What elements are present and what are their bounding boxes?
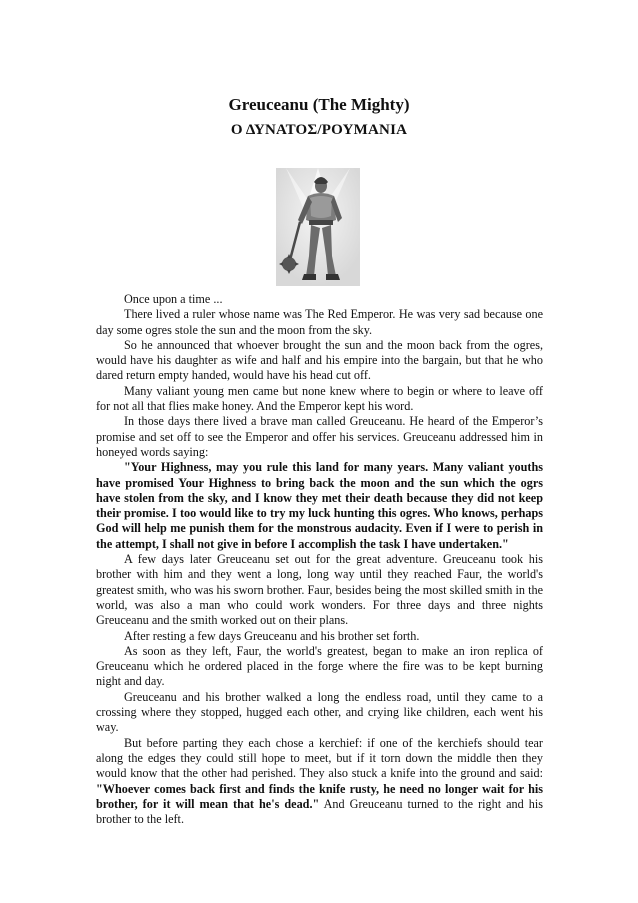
paragraph: Many valiant young men came but none knew where to begin or where to leave off for not all that flies make honey. And the Emperor kept his word. [96, 383, 543, 414]
paragraph-text: But before parting they each chose a kerchief: if one of the kerchiefs should tear along the edges they could still hope to meet, but if it torn down the middle then they would know that the other had perished. They also stuck a knife into the ground and said: [96, 735, 543, 781]
paragraph: In those days there lived a brave man called Greuceanu. He heard of the Emperor’s promise and set off to see the Emperor and offer his services. Greuceanu addressed him in honeyed words saying: [96, 414, 543, 459]
bold-quote: "Whoever comes back first and finds the knife rusty, he need no longer wait for his brother, for it will mean that he's dead." [96, 781, 543, 811]
paragraph-bold-quote [96, 460, 543, 552]
warrior-with-mace-figure-icon [276, 168, 360, 286]
paragraph: After resting a few days Greuceanu and his brother set forth. [124, 628, 420, 643]
paragraph: So he announced that whoever brought the sun and the moon back from the ogres, would have his daughter as wife and half and his empire into the bargain, but that he who dared return empty handed, would have his head cut off. [96, 337, 543, 383]
paragraph: Once upon a time ... [124, 292, 223, 306]
page-title: Greuceanu (The Mighty) [228, 95, 410, 114]
paragraph: Greuceanu and his brother walked a long the endless road, until they came to a crossing where they stopped, hugged each other, and crying like children, each went his way. [96, 689, 543, 735]
page-subtitle: Ο ΔΥΝΑΤΟΣ/ΡΟΥΜΑΝΙΑ [230, 122, 408, 138]
paragraph: There lived a ruler whose name was The Red Emperor. He was very sad because one day some ogres stole the sun and the moon from the sky. [96, 307, 543, 337]
story-text [96, 292, 543, 827]
paragraph [96, 736, 543, 828]
paragraph: A few days later Greuceanu set out for the great adventure. Greuceanu took his brother with him and they went a long, long way until they reached Faur, the world's greatest smith, who was his sworn brother. Faur, besides being the most skilled smith in the world, was also a man who could work wonders. For three days and three nights Greuceanu and the smith worked out on their plans. [96, 552, 543, 628]
bold-quote: "Your Highness, may you rule this land for many years. Many valiant youths have promised Your Highness to bring back the moon and the sun which the ogrs have stolen from the sky, and I know they met their death because they did not keep their promise. I too would like to try my luck hunting this ogres. Who knows, perhaps God will help me punish them for the monstrous audacity. Even if I were to perish in the attempt, I shall not give in before I accomplish the task I have undertaken." [96, 460, 543, 551]
paragraph-text: And Greuceanu turned to the right and his brother to the left. [96, 796, 543, 827]
paragraph: As soon as they left, Faur, the world's greatest, began to make an iron replica of Greuceanu which he ordered placed in the forge where the fire was to be kept burning night and day. [96, 643, 543, 689]
